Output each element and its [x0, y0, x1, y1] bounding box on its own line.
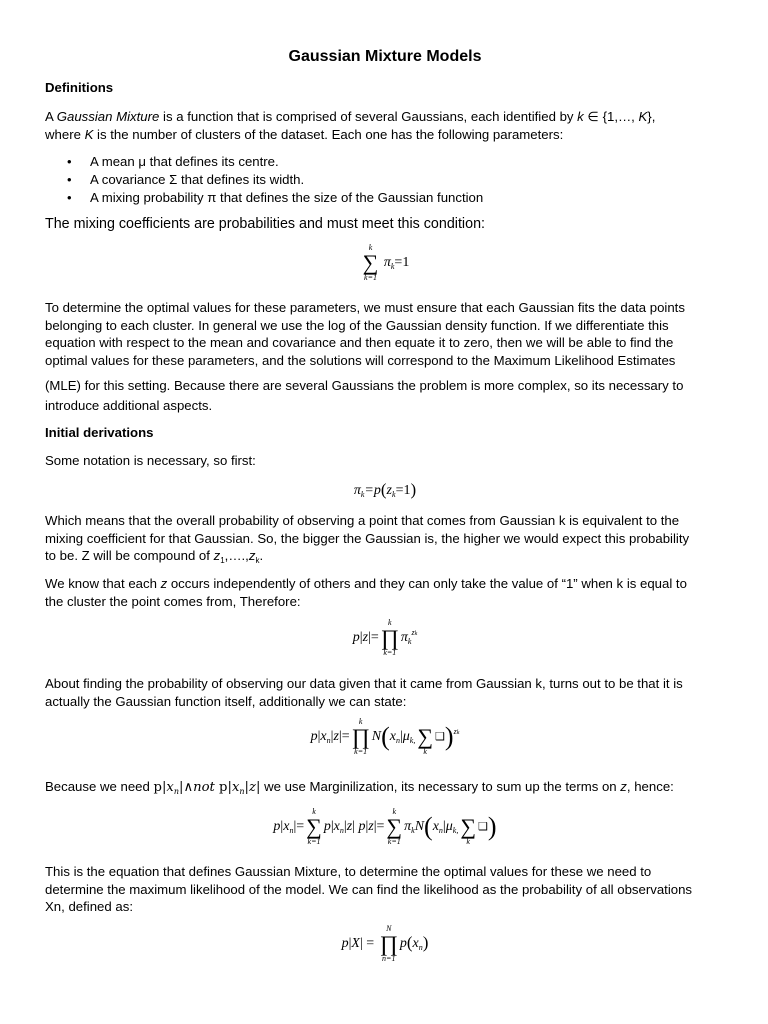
equation-sum-pi: k ∑ k=1 $\pi_k=1$ [362, 243, 410, 282]
equation-pi-equals-p: $\pi_k=p(z_k=1)$ [353, 480, 417, 499]
parameter-list [45, 153, 725, 207]
equation-marginal: $p|x_n|=$ k ∑ k=1 $p|x_n|z|$ p|z|= k ∑ k=1 $\pi_kN(x_n|\mu_{k,}$ ∑ k ❑) [273, 807, 497, 846]
equation-p-x-given-z: $p|x_n|z|=$ k ∏ k=1 $N(x_n|\mu_{k,}$ ∑ k ❑)$^{zk}$ [310, 717, 460, 756]
intro-paragraph: A Gaussian Mixture is a function that is comprised of several Gaussians, each identified by k ∈ {1,…, K}, where K is the number of clusters of the dataset. Each one has the following parameters: [45, 109, 656, 142]
list-item: • A mixing probability π that defines the size of the Gaussian function [67, 190, 484, 205]
definitions-heading: Definitions [45, 80, 114, 95]
list-item: • A mean μ that defines its centre. [67, 154, 279, 169]
mixing-condition-line: The mixing coefficients are probabilities and must meet this condition: [45, 216, 485, 232]
notation-line: Some notation is necessary, so first: [45, 453, 256, 468]
about-paragraph: About finding the probability of observing our data given that it came from Gaussian k, turns out to be that it is actually the Gaussian function itself, additionally we can state: [45, 676, 683, 709]
defines-paragraph: This is the equation that defines Gaussian Mixture, to determine the optimal values for these we need to determine the maximum likelihood of the model. We can find the likelihood as the probability of all observations Xn, defined as: [45, 864, 693, 915]
which-paragraph: Which means that the overall probability of observing a point that comes from Gaussian k is equivalent to the mixing coefficient for that Gaussian. So, the bigger the Gaussian is, the higher we would expect this probability to be. Z will be compound of $z_1,\dots.,z_k$. [45, 513, 690, 566]
equation-p-z: p|z|= k ∏ k=1 $\pi_k^{zk}$ [352, 618, 418, 657]
equation-likelihood: p|X| = N ∏ n=1 $p(x_n)$ [341, 924, 429, 963]
independence-paragraph: We know that each z occurs independently of others and they can only take the value of “1” when k is equal to the cluster the point comes from, Therefore: [45, 576, 687, 609]
optimal-paragraph-cont: (MLE) for this setting. Because there are several Gaussians the problem is more complex, so its necessary to introduce additional aspects. [45, 378, 684, 413]
page-title: Gaussian Mixture Models [288, 48, 482, 65]
because-paragraph: Because we need $p|x_n|\wedge not$ $p|x_n|z|$ we use Marginilization, its necessary to sum up the terms on z, hence: [45, 779, 674, 796]
initial-derivations-heading: Initial derivations [45, 425, 154, 440]
list-item: • A covariance Σ that defines its width. [67, 172, 305, 187]
optimal-paragraph: To determine the optimal values for these parameters, we must ensure that each Gaussian fits the data points belonging to each cluster. In general we use the log of the Gaussian density function. If we differentiate this equation with respect to the mean and covariance and then equate it to zero, then we will be able to find the optimal values for these parameters, and the solutions will correspond to the Maximum Likelihood Estimates [45, 300, 685, 368]
